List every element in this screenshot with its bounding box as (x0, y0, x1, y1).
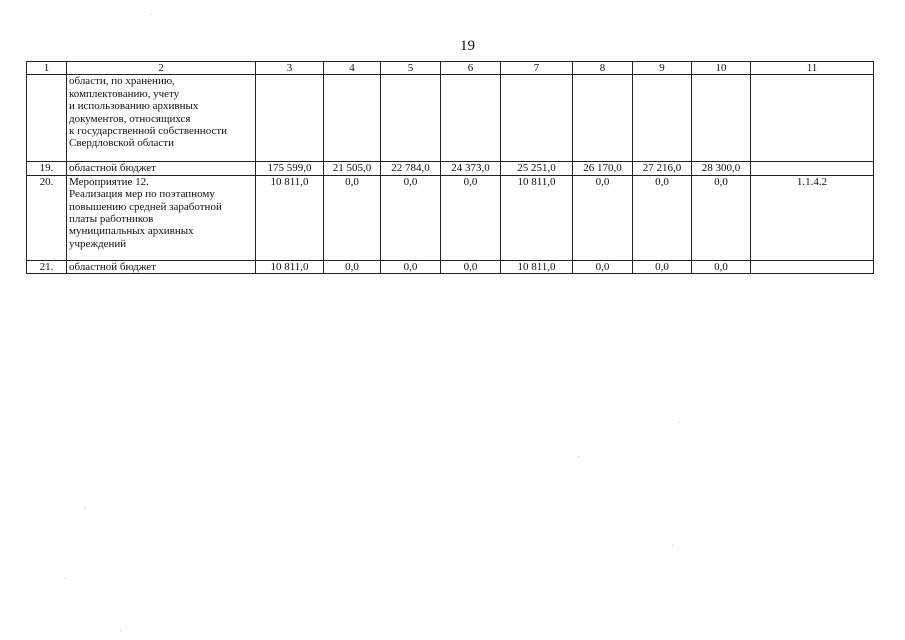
table-row (27, 175, 874, 260)
value-cell: 175 599,0 (256, 162, 324, 175)
column-header: 8 (573, 62, 633, 75)
row-description: областной бюджет (67, 162, 256, 175)
table-header-row (27, 62, 874, 75)
row-description: Мероприятие 12. Реализация мер по поэтапному повышению средней заработной платы работников муниципальных архивных учреждений (67, 175, 256, 260)
row-description: области, по хранению, комплектованию, учету и использованию архивных документов, относящихся к государственной собственности Свердловской области (67, 75, 256, 162)
value-cell: 0,0 (441, 175, 501, 260)
table-row (27, 162, 874, 175)
target-code (751, 162, 874, 175)
value-cell (324, 75, 381, 162)
value-cell: 0,0 (692, 260, 751, 273)
value-cell: 10 811,0 (256, 260, 324, 273)
value-cell (692, 75, 751, 162)
scan-speck (578, 456, 579, 457)
value-cell (501, 75, 573, 162)
table-row (27, 75, 874, 162)
scan-speck (120, 630, 121, 631)
column-header: 10 (692, 62, 751, 75)
value-cell: 0,0 (692, 175, 751, 260)
value-cell: 26 170,0 (573, 162, 633, 175)
value-cell: 0,0 (381, 175, 441, 260)
value-cell: 0,0 (633, 260, 692, 273)
value-cell (573, 75, 633, 162)
value-cell (381, 75, 441, 162)
value-cell: 0,0 (573, 175, 633, 260)
scan-speck (85, 508, 86, 509)
value-cell: 0,0 (324, 260, 381, 273)
scan-speck (678, 422, 679, 423)
value-cell: 0,0 (441, 260, 501, 273)
row-number: 21. (27, 260, 67, 273)
target-code (751, 260, 874, 273)
value-cell: 0,0 (633, 175, 692, 260)
row-number: 20. (27, 175, 67, 260)
value-cell: 25 251,0 (501, 162, 573, 175)
scan-speck (672, 545, 673, 546)
value-cell (633, 75, 692, 162)
column-header: 4 (324, 62, 381, 75)
value-cell: 21 505,0 (324, 162, 381, 175)
value-cell: 10 811,0 (501, 175, 573, 260)
budget-table (26, 61, 874, 274)
row-number (27, 75, 67, 162)
target-code: 1.1.4.2 (751, 175, 874, 260)
value-cell: 10 811,0 (256, 175, 324, 260)
row-description: областной бюджет (67, 260, 256, 273)
column-header: 11 (751, 62, 874, 75)
value-cell: 0,0 (324, 175, 381, 260)
target-code (751, 75, 874, 162)
column-header: 5 (381, 62, 441, 75)
value-cell (256, 75, 324, 162)
table-row (27, 260, 874, 273)
row-number: 19. (27, 162, 67, 175)
value-cell: 22 784,0 (381, 162, 441, 175)
page-number: 19 (460, 38, 475, 54)
column-header: 9 (633, 62, 692, 75)
scan-speck (150, 14, 151, 15)
value-cell: 24 373,0 (441, 162, 501, 175)
value-cell: 28 300,0 (692, 162, 751, 175)
column-header: 7 (501, 62, 573, 75)
value-cell: 27 216,0 (633, 162, 692, 175)
column-header: 1 (27, 62, 67, 75)
column-header: 2 (67, 62, 256, 75)
column-header: 3 (256, 62, 324, 75)
value-cell: 0,0 (573, 260, 633, 273)
value-cell: 10 811,0 (501, 260, 573, 273)
value-cell (441, 75, 501, 162)
scan-speck (65, 578, 66, 579)
value-cell: 0,0 (381, 260, 441, 273)
column-header: 6 (441, 62, 501, 75)
